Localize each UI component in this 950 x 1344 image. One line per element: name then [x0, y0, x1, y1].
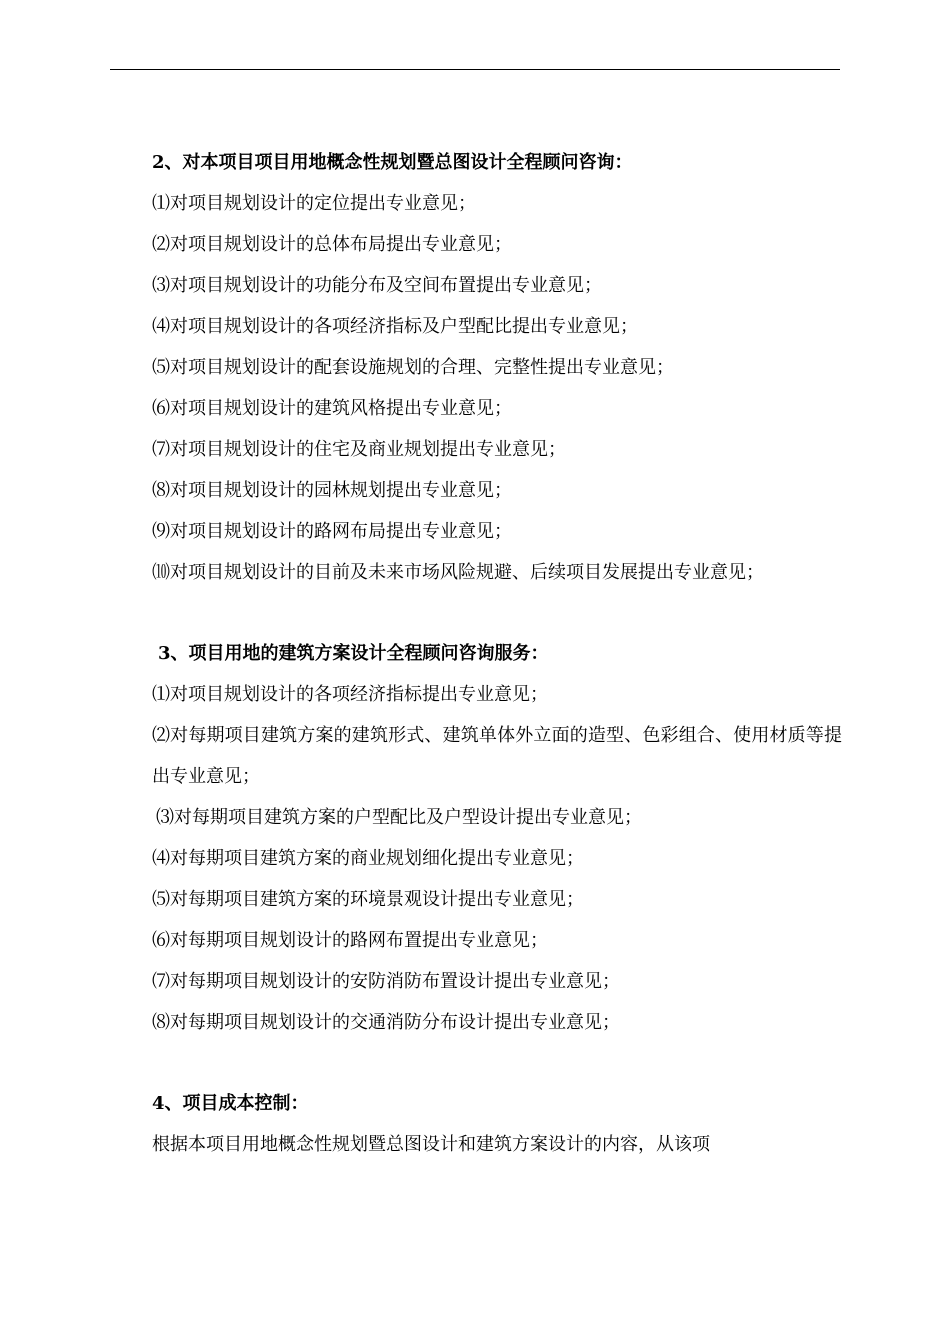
list-item: ⑺对项目规划设计的住宅及商业规划提出专业意见；	[152, 439, 566, 460]
section-spacer	[152, 593, 842, 633]
document-body	[152, 142, 842, 1165]
section-heading: 3、项目用地的建筑方案设计全程顾问咨询服务：	[158, 643, 549, 664]
section-architecture-consulting	[152, 633, 842, 1043]
list-item: ⑹对项目规划设计的建筑风格提出专业意见；	[152, 398, 512, 419]
list-item: ⑽对项目规划设计的目前及未来市场风险规避、后续项目发展提出专业意见；	[152, 562, 764, 583]
list-item: ⑷对每期项目建筑方案的商业规划细化提出专业意见；	[152, 848, 584, 869]
list-item: ⑷对项目规划设计的各项经济指标及户型配比提出专业意见；	[152, 316, 638, 337]
list-item: ⑴对项目规划设计的各项经济指标提出专业意见；	[152, 684, 548, 705]
list-item: ⑻对项目规划设计的园林规划提出专业意见；	[152, 480, 512, 501]
list-item: ⑹对每期项目规划设计的路网布置提出专业意见；	[152, 930, 548, 951]
paragraph: 根据本项目用地概念性规划暨总图设计和建筑方案设计的内容，从该项	[152, 1134, 710, 1155]
list-item: ⑵对每期项目建筑方案的建筑形式、建筑单体外立面的造型、色彩组合、使用材质等提出专业意见；	[152, 725, 842, 787]
list-item: ⑸对每期项目建筑方案的环境景观设计提出专业意见；	[152, 889, 584, 910]
header-rule	[110, 69, 840, 70]
list-item: ⑼对项目规划设计的路网布局提出专业意见；	[152, 521, 512, 542]
section-heading: 4、项目成本控制：	[152, 1093, 309, 1114]
list-item: ⑶对每期项目建筑方案的户型配比及户型设计提出专业意见；	[156, 807, 642, 828]
list-item: ⑶对项目规划设计的功能分布及空间布置提出专业意见；	[152, 275, 602, 296]
list-item: ⑴对项目规划设计的定位提出专业意见；	[152, 193, 476, 214]
section-cost-control	[152, 1083, 842, 1165]
list-item: ⑺对每期项目规划设计的安防消防布置设计提出专业意见；	[152, 971, 620, 992]
list-item: ⑻对每期项目规划设计的交通消防分布设计提出专业意见；	[152, 1012, 620, 1033]
section-spacer	[152, 1043, 842, 1083]
section-planning-consulting	[152, 142, 842, 593]
list-item: ⑸对项目规划设计的配套设施规划的合理、完整性提出专业意见；	[152, 357, 674, 378]
section-heading: 2、对本项目项目用地概念性规划暨总图设计全程顾问咨询：	[152, 152, 633, 173]
list-item: ⑵对项目规划设计的总体布局提出专业意见；	[152, 234, 512, 255]
